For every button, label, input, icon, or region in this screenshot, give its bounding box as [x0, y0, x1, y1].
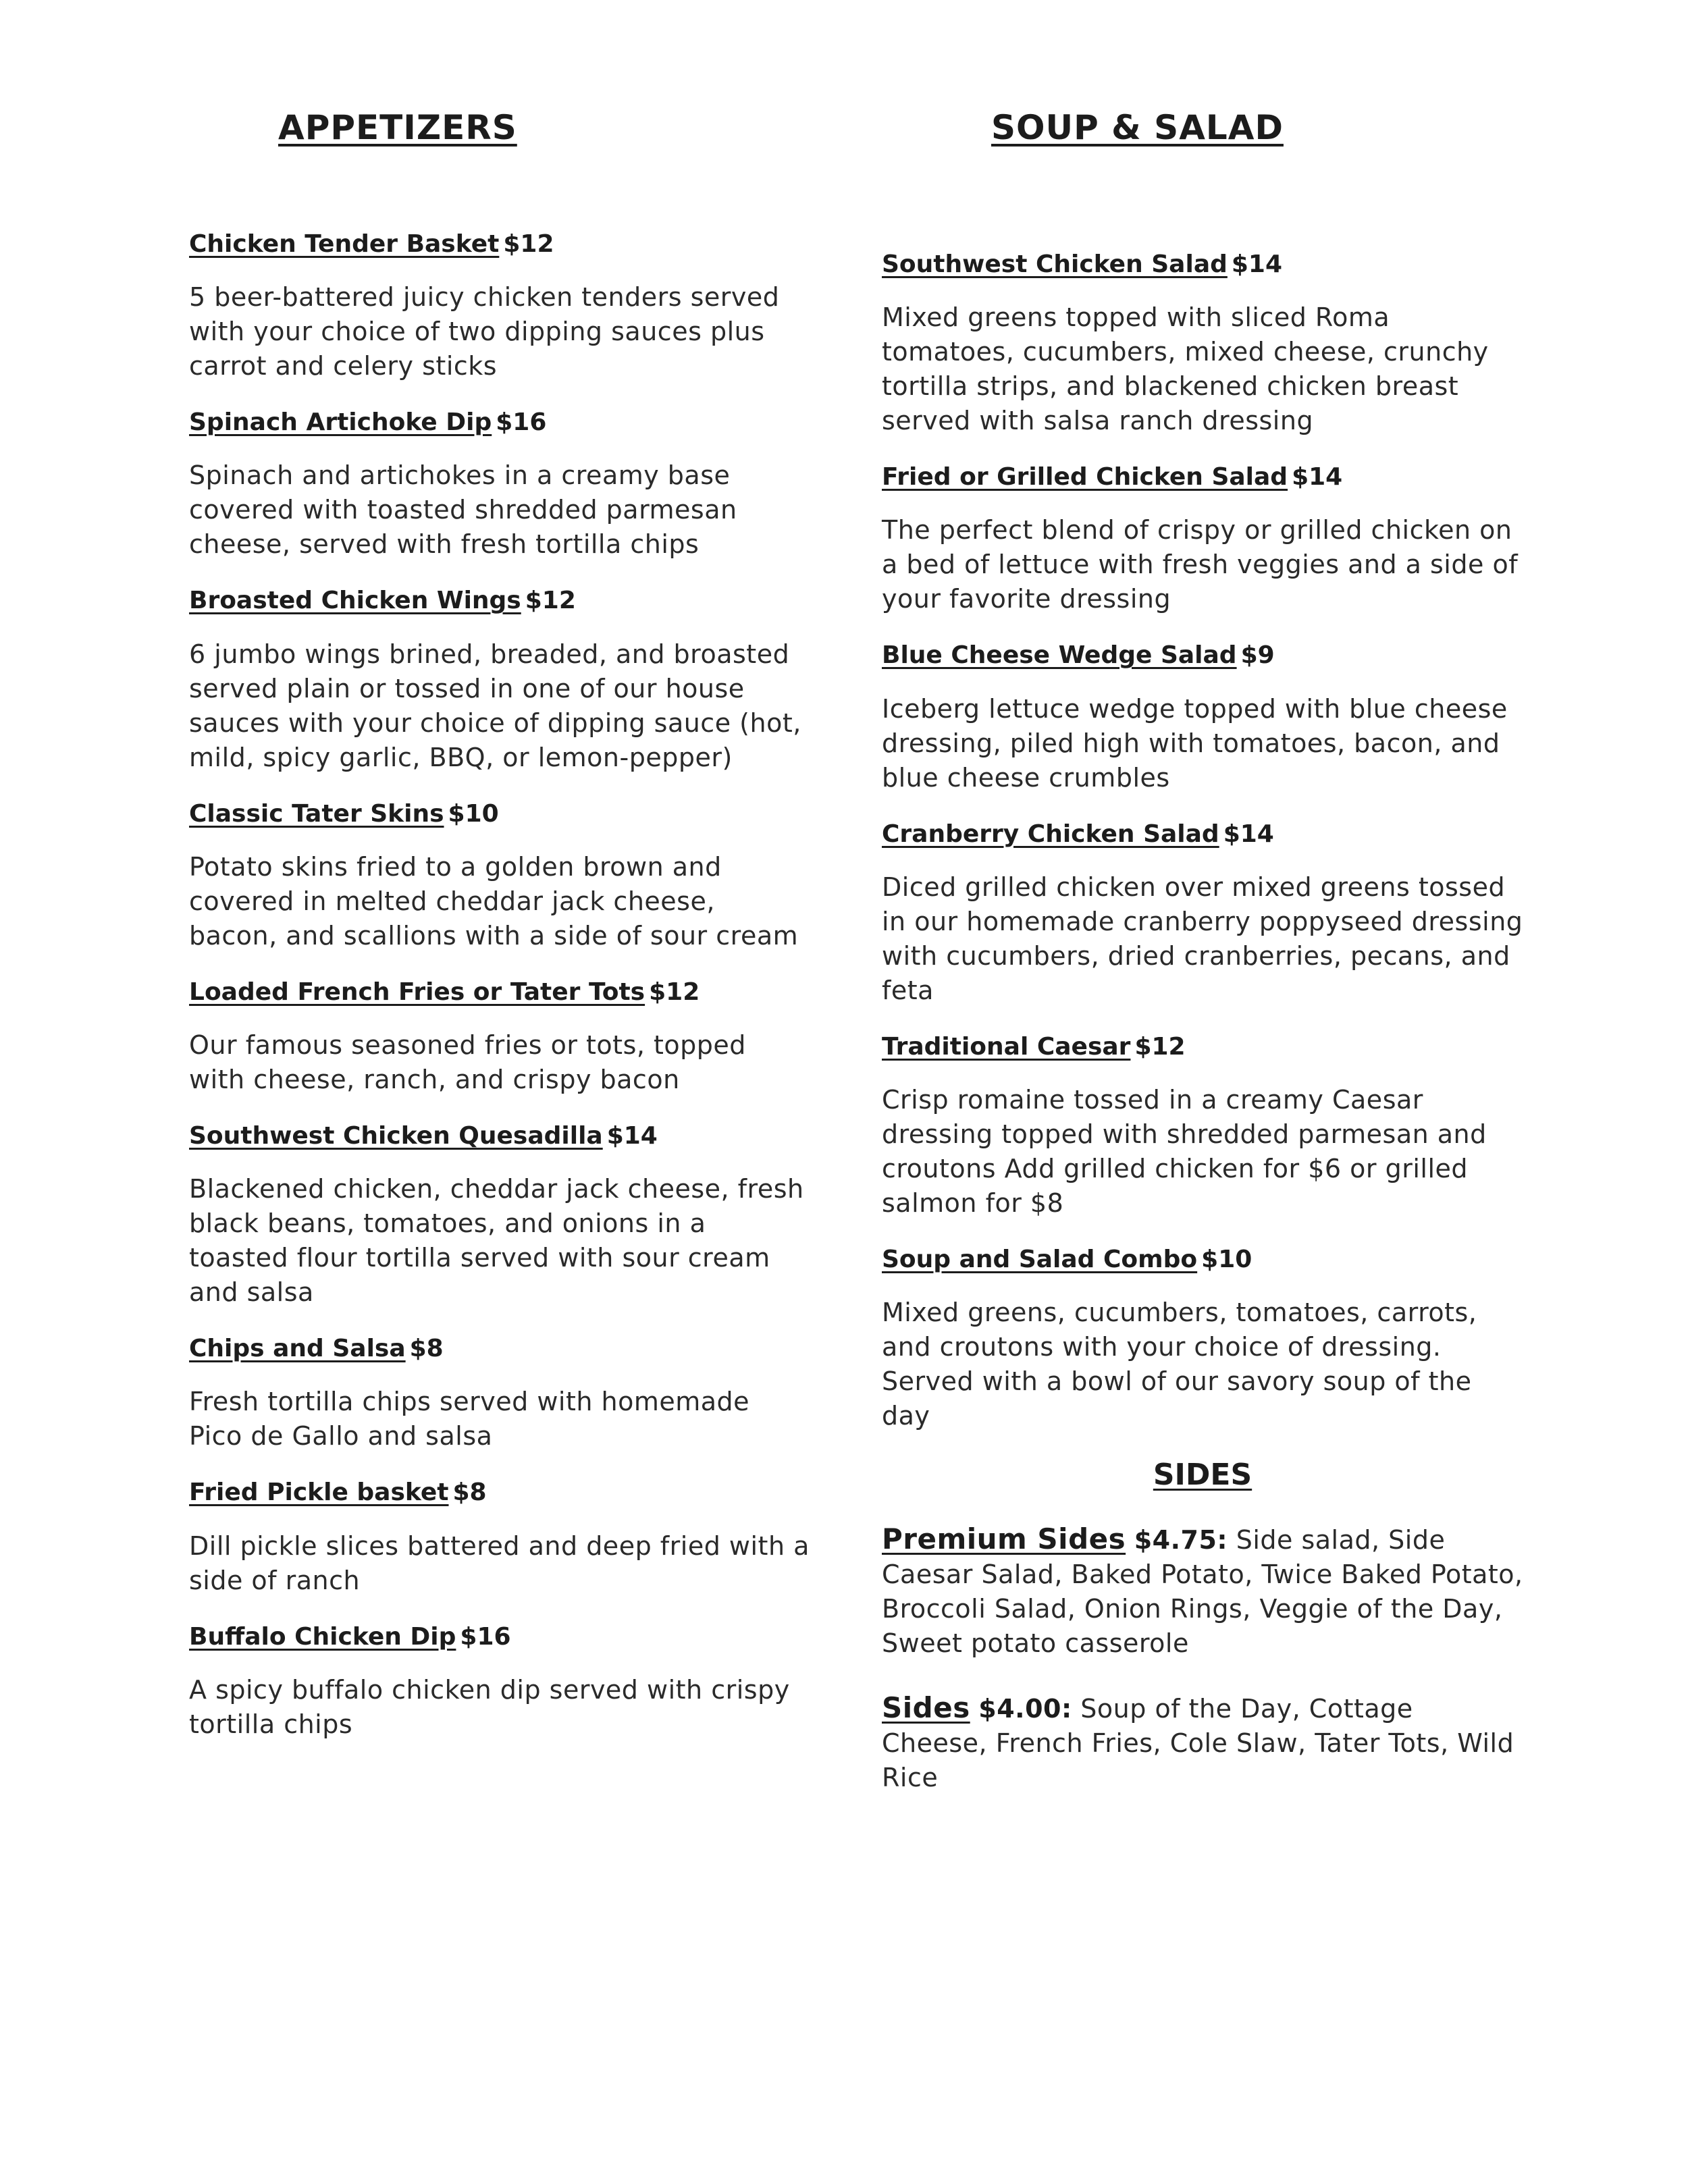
- item-price: $8: [452, 1479, 487, 1507]
- item-name: Fried Pickle basket: [189, 1479, 449, 1507]
- menu-item: [189, 1622, 810, 1742]
- menu-item: [189, 1121, 810, 1310]
- regular-sides-label: Sides: [882, 1691, 970, 1725]
- item-name: Soup and Salad Combo: [882, 1245, 1198, 1273]
- item-name: Traditional Caesar: [882, 1032, 1131, 1061]
- menu-item: [882, 820, 1523, 1008]
- item-description: Mixed greens topped with sliced Roma tomatoes, cucumbers, mixed cheese, crunchy tortilla strips, and blackened chicken breast served with salsa ranch dressing: [882, 302, 1489, 436]
- item-name: Chips and Salsa: [189, 1335, 406, 1363]
- appetizers-heading: APPETIZERS: [278, 108, 517, 147]
- item-name: Chicken Tender Basket: [189, 230, 500, 258]
- item-description: Potato skins fried to a golden brown and covered in melted cheddar jack cheese, bacon, and scallions with a side of sour cream: [189, 851, 799, 951]
- premium-sides: [882, 1522, 1523, 1661]
- soup-salad-heading: SOUP & SALAD: [991, 108, 1284, 147]
- item-description: Mixed greens, cucumbers, tomatoes, carrots, and croutons with your choice of dressing. Served with a bowl of our savory soup of the day: [882, 1298, 1477, 1431]
- item-description: A spicy buffalo chicken dip served with crispy tortilla chips: [189, 1674, 790, 1739]
- menu-item: [189, 1334, 810, 1454]
- item-description: Dill pickle slices battered and deep fried with a side of ranch: [189, 1530, 810, 1595]
- menu-item: [882, 1032, 1523, 1221]
- premium-sides-label: Premium Sides: [882, 1522, 1126, 1556]
- item-description: Iceberg lettuce wedge topped with blue cheese dressing, piled high with tomatoes, bacon, and blue cheese crumbles: [882, 693, 1508, 793]
- item-price: $12: [649, 978, 700, 1006]
- regular-sides-price: $4.00:: [978, 1694, 1072, 1724]
- item-price: $12: [503, 230, 554, 258]
- item-description: Fresh tortilla chips served with homemade Pico de Gallo and salsa: [189, 1387, 750, 1451]
- item-price: $9: [1240, 641, 1275, 670]
- item-price: $14: [1223, 820, 1274, 848]
- menu-item: [189, 978, 810, 1097]
- item-price: $10: [1201, 1245, 1252, 1273]
- soup-salad-column: [882, 250, 1523, 1825]
- item-name: Southwest Chicken Salad: [882, 250, 1228, 278]
- item-name: Southwest Chicken Quesadilla: [189, 1121, 603, 1150]
- item-description: The perfect blend of crispy or grilled chicken on a bed of lettuce with fresh veggies and a side of your favorite dressing: [882, 515, 1519, 614]
- item-price: $14: [1231, 250, 1283, 278]
- menu-item: [189, 799, 810, 953]
- item-price: $12: [525, 587, 576, 615]
- item-name: Loaded French Fries or Tater Tots: [189, 978, 645, 1006]
- menu-item: [189, 586, 810, 774]
- item-price: $14: [1292, 463, 1343, 491]
- menu-item: [882, 250, 1523, 438]
- premium-sides-list: Side salad, Side Caesar Salad, Baked Potato, Twice Baked Potato, Broccoli Salad, Onion Rings, Veggie of the Day, Sweet potato casserole: [882, 1525, 1523, 1659]
- item-name: Blue Cheese Wedge Salad: [882, 641, 1237, 670]
- item-description: 6 jumbo wings brined, breaded, and broasted served plain or tossed in one of our house sauces with your choice of dipping sauce (hot, mild, spicy garlic, BBQ, or lemon-pepper): [189, 639, 801, 772]
- sides-heading: SIDES: [1153, 1458, 1252, 1493]
- item-name: Spinach Artichoke Dip: [189, 408, 492, 437]
- item-price: $14: [606, 1121, 658, 1150]
- item-description: Crisp romaine tossed in a creamy Caesar dressing topped with shredded parmesan and croutons Add grilled chicken for $6 or grilled salmon for $8: [882, 1084, 1487, 1218]
- menu-item: [189, 1478, 810, 1597]
- menu-item: [882, 462, 1523, 616]
- premium-sides-price: $4.75:: [1134, 1525, 1228, 1555]
- item-description: 5 beer-battered juicy chicken tenders served with your choice of two dipping sauces plus carrot and celery sticks: [189, 282, 780, 381]
- regular-sides-list: Soup of the Day, Cottage Cheese, French Fries, Cole Slaw, Tater Tots, Wild Rice: [882, 1694, 1514, 1793]
- item-price: $12: [1134, 1032, 1186, 1061]
- regular-sides: [882, 1690, 1523, 1795]
- item-price: $8: [409, 1335, 444, 1363]
- menu-item: [882, 1245, 1523, 1433]
- appetizers-column: [189, 230, 810, 1766]
- item-name: Fried or Grilled Chicken Salad: [882, 463, 1288, 491]
- menu-item: [189, 408, 810, 562]
- item-name: Broasted Chicken Wings: [189, 587, 521, 615]
- item-description: Blackened chicken, cheddar jack cheese, fresh black beans, tomatoes, and onions in a toasted flour tortilla served with sour cream and salsa: [189, 1174, 804, 1308]
- item-name: Cranberry Chicken Salad: [882, 820, 1219, 848]
- item-description: Spinach and artichokes in a creamy base covered with toasted shredded parmesan cheese, served with fresh tortilla chips: [189, 460, 737, 560]
- item-price: $10: [448, 799, 499, 828]
- item-price: $16: [496, 408, 547, 437]
- menu-item: [189, 230, 810, 383]
- menu-item: [882, 641, 1523, 795]
- item-description: Diced grilled chicken over mixed greens tossed in our homemade cranberry poppyseed dressing with cucumbers, dried cranberries, pecans, and feta: [882, 872, 1523, 1005]
- item-name: Buffalo Chicken Dip: [189, 1622, 456, 1651]
- item-name: Classic Tater Skins: [189, 799, 444, 828]
- item-description: Our famous seasoned fries or tots, topped with cheese, ranch, and crispy bacon: [189, 1030, 746, 1094]
- item-price: $16: [460, 1622, 511, 1651]
